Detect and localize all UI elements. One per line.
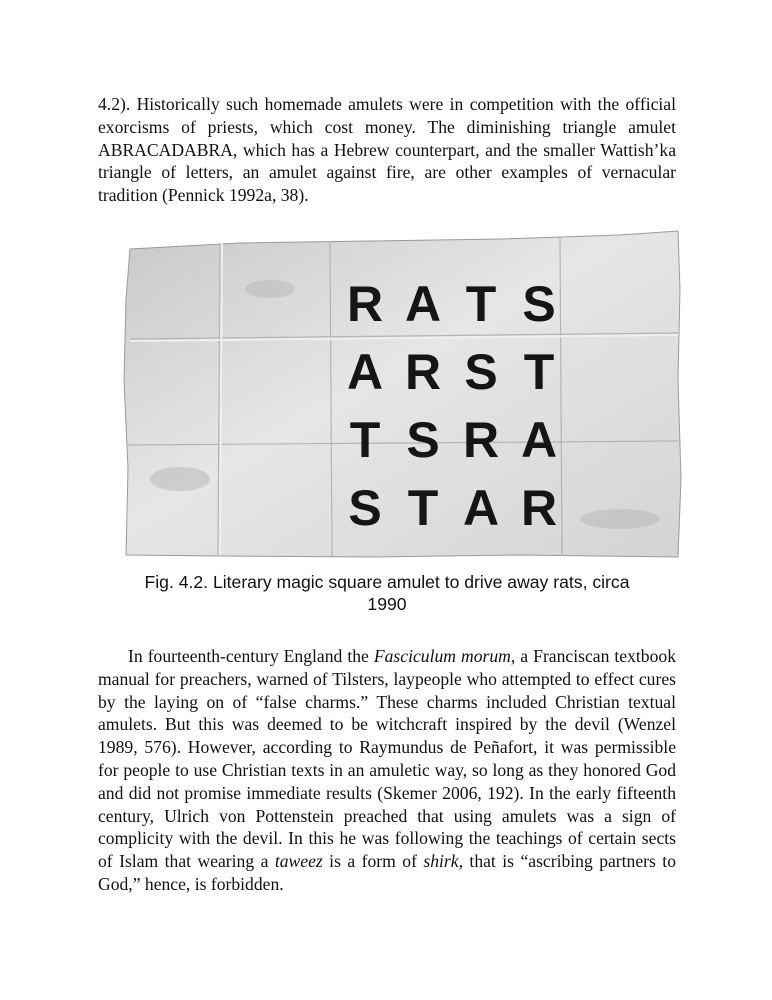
square-letter: T (407, 479, 439, 536)
body-text-3: is a form of (322, 851, 424, 872)
amulet-photo (120, 229, 682, 559)
body-text-2: a Franciscan textbook manual for preachers, warned of Tilsters, laypeople who attempted to effect cures by the laying on of “false charms.” These charms included Christian textual amulets. But this was deemed to be witchcraft inspired by the devil (Wenzel 1989, 576). However, according to Raymundus de Peñafort, it was permissible for people to use Christian texts in an amuletic way, so long as they honored God and did not promise immediate results (Skemer 2006, 192). In the early fifteenth century, Ulrich von Pottenstein preached that using amulets was a sign of complicity with the devil. In this he was following the teachings of certain sects of Islam that wearing a (98, 645, 676, 872)
square-letter: A (404, 275, 442, 332)
square-letter: T (465, 275, 497, 332)
caption-line-1: Fig. 4.2. Literary magic square amulet to drive away rats, circa (144, 571, 630, 592)
body-term-shirk: shirk, (423, 851, 463, 872)
figure-caption (98, 571, 676, 615)
square-letter: S (522, 275, 556, 332)
body-text-1: In fourteenth-century England the (128, 645, 374, 666)
square-letter: A (462, 479, 500, 536)
square-letter: A (346, 343, 384, 400)
body-text-4: that is “ascribing partners to God,” hence, is forbidden. (98, 851, 676, 894)
square-letter: T (349, 411, 381, 468)
paragraph-body (98, 645, 676, 896)
paragraph-intro: 4.2). Historically such homemade amulets were in competition with the official exorcisms of priests, which cost money. The diminishing triangle amulet ABRACADABRA, which has a Hebrew counterpart, and the smaller Wattish’ka triangle of letters, an amulet against fire, are other examples of vernacular tradition (Pennick 1992a, 38). (98, 94, 676, 206)
amulet-photo-image (120, 229, 682, 559)
square-letter: R (404, 343, 442, 400)
square-letter: S (464, 343, 498, 400)
square-letter: S (406, 411, 440, 468)
caption-line-2: 1990 (367, 593, 407, 614)
square-letter: T (523, 343, 555, 400)
square-letter: R (346, 275, 384, 332)
body-title-fasciculum: Fasciculum morum, (373, 645, 516, 666)
paper-sheet (124, 231, 681, 557)
square-letter: R (462, 411, 500, 468)
page-content (98, 93, 676, 896)
body-term-taweez: taweez (274, 851, 323, 872)
square-letter: A (520, 411, 558, 468)
square-letter: S (348, 479, 382, 536)
square-letter: R (520, 479, 558, 536)
